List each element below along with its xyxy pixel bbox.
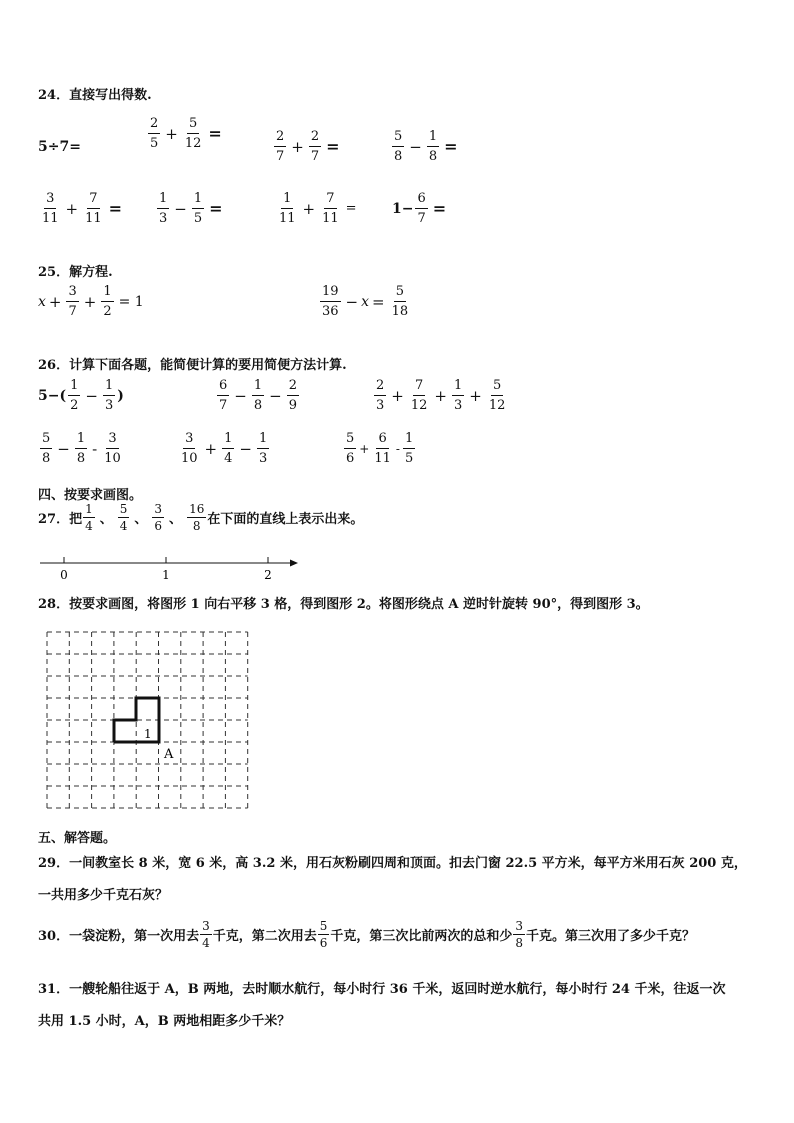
fraction: $\frac{1}{3}$ (453, 378, 463, 413)
q26-expr-f: $\frac{5}{6}$ + $\frac{6}{11}$ - $\frac{1}{5}$ (346, 431, 414, 466)
q25-equation-2: $\frac{19}{36}$ − x = $\frac{5}{18}$ (322, 284, 409, 319)
q24-title: 24．直接写出得数. (38, 88, 152, 103)
fraction: $\frac{5}{12}$ (184, 116, 202, 151)
fraction: $\frac{1}{3}$ (159, 191, 168, 226)
fraction: $\frac{1}{2}$ (103, 284, 112, 319)
q31-line-2: 共用 1.5 小时，A，B 两地相距多少千米？ (38, 1014, 291, 1029)
fraction: $\frac{1}{3}$ (104, 378, 114, 413)
fraction: $\frac{1}{8}$ (76, 431, 86, 466)
fraction: $\frac{1}{2}$ (70, 378, 79, 413)
q26-expr-a: 5−( $\frac{1}{2}$ − $\frac{1}{3}$ ) (38, 378, 124, 413)
fraction: $\frac{2}{7}$ (276, 129, 285, 164)
q24-item-4: $\frac{5}{8}$ − $\frac{1}{8}$ = (394, 129, 458, 164)
tick-label-2: 2 (264, 568, 272, 582)
fraction: $\frac{6}{7}$ (219, 378, 228, 413)
q25-title: 25．解方程. (38, 265, 113, 280)
fraction: $\frac{2}{3}$ (376, 378, 385, 413)
q24-item-2: $\frac{2}{5}$ + $\frac{5}{12}$ = (150, 116, 222, 151)
q26-expr-d: $\frac{5}{8}$ − $\frac{1}{8}$ - $\frac{3}{10}$ (42, 431, 121, 466)
q24-item-8: 1− $\frac{6}{7}$ = (392, 191, 447, 226)
q24-item-7: $\frac{1}{11}$ + $\frac{7}{11}$ = (279, 191, 357, 226)
fraction: $\frac{1}{5}$ (193, 191, 203, 226)
tick-label-0: 0 (60, 568, 68, 582)
fraction: $\frac{2}{9}$ (288, 378, 297, 413)
fraction: $\frac{3}{6}$ (154, 502, 163, 533)
shape-1-label: 1 (144, 727, 152, 741)
q24-item-1-text: 5÷7= (38, 139, 81, 155)
fraction: $\frac{3}{8}$ (515, 919, 524, 950)
fraction: $\frac{3}{11}$ (42, 191, 59, 226)
fraction: $\frac{19}{36}$ (322, 284, 339, 319)
q31-line-1: 31．一艘轮船往返于 A，B 两地，去时顺水航行，每小时行 36 千米，返回时逆水航行，每小时行 24 千米，往返一次 (38, 982, 726, 997)
fraction: $\frac{2}{7}$ (310, 129, 320, 164)
q28-prompt: 28．按要求画图，将图形 1 向右平移 3 格，得到图形 2。将图形绕点 A 逆时针旋转 90°，得到图形 3。 (38, 597, 649, 612)
fraction: $\frac{5}{18}$ (391, 284, 409, 319)
point-a-label: A (164, 747, 174, 762)
fraction: $\frac{7}{11}$ (85, 191, 102, 226)
fraction: $\frac{3}{7}$ (68, 284, 77, 319)
q29-line-1: 29．一间教室长 8 米，宽 6 米，高 3.2 米，用石灰粉刷四周和顶面。扣去门窗 22.5 平方米，每平方米用石灰 200 克， (38, 856, 747, 871)
q26-expr-b: $\frac{6}{7}$ − $\frac{1}{8}$ − $\frac{2}{9}$ (219, 378, 297, 413)
fraction: $\frac{16}{8}$ (189, 502, 205, 533)
fraction: $\frac{7}{12}$ (410, 378, 428, 413)
q24-item-5: $\frac{3}{11}$ + $\frac{7}{11}$ = (42, 191, 123, 226)
q26-expr-c: $\frac{2}{3}$ + $\frac{7}{12}$ + $\frac{1}{3}$ + $\frac{5}{12}$ (376, 378, 506, 413)
fraction: $\frac{5}{8}$ (42, 431, 51, 466)
fraction: $\frac{3}{4}$ (202, 919, 210, 950)
fraction: $\frac{2}{5}$ (150, 116, 159, 151)
fraction: $\frac{3}{10}$ (181, 431, 198, 466)
q24-item-3: $\frac{2}{7}$ + $\frac{2}{7}$ = (276, 129, 340, 164)
tick-label-1: 1 (162, 568, 170, 582)
q24-item-1 (38, 139, 81, 155)
fraction: $\frac{1}{11}$ (279, 191, 296, 226)
fraction: $\frac{5}{12}$ (488, 378, 506, 413)
fraction: $\frac{6}{11}$ (374, 431, 391, 466)
grid-figure (44, 630, 254, 812)
fraction: $\frac{1}{5}$ (404, 431, 414, 466)
q29-line-2: 一共用多少千克石灰？ (38, 888, 169, 903)
q24-item-6: $\frac{1}{3}$ − $\frac{1}{5}$ = (159, 191, 223, 226)
fraction: $\frac{1}{4}$ (224, 431, 233, 466)
fraction: $\frac{1}{3}$ (258, 431, 268, 466)
q26-expr-e: $\frac{3}{10}$ + $\frac{1}{4}$ − $\frac{1}{3}$ (181, 431, 268, 466)
q27-prompt: 27．把 $\frac{1}{4}$ 、 $\frac{5}{4}$ 、 $\frac{3}{6}$ 、 $\frac{16}{8}$ 在下面的直线上表示出来。 (38, 502, 364, 533)
q25-equation-1: x + $\frac{3}{7}$ + $\frac{1}{2}$ = 1 (38, 284, 144, 319)
q30-text: 30．一袋淀粉，第一次用去 $\frac{3}{4}$ 千克，第二次用去 $\frac{5}{6}$ 千克，第三次比前两次的总和少 $\frac{3}{8}$ 千克。第三次用了多少千克？ (38, 919, 696, 950)
fraction: $\frac{7}{11}$ (322, 191, 339, 226)
q26-title: 26．计算下面各题，能简便计算的要用简便方法计算. (38, 358, 347, 373)
section-5-heading: 五、解答题。 (38, 831, 117, 846)
fraction: $\frac{1}{4}$ (85, 502, 93, 533)
arrow-icon (290, 560, 298, 567)
fraction: $\frac{6}{7}$ (417, 191, 426, 226)
fraction: $\frac{1}{8}$ (253, 378, 263, 413)
fraction: $\frac{5}{6}$ (346, 431, 355, 466)
fraction: $\frac{5}{8}$ (394, 129, 403, 164)
fraction: $\frac{3}{10}$ (104, 431, 121, 466)
fraction: $\frac{1}{8}$ (428, 129, 438, 164)
number-line (36, 552, 306, 584)
fraction: $\frac{5}{4}$ (119, 502, 128, 533)
section-4-heading: 四、按要求画图。 (38, 488, 143, 503)
fraction: $\frac{5}{6}$ (319, 919, 328, 950)
